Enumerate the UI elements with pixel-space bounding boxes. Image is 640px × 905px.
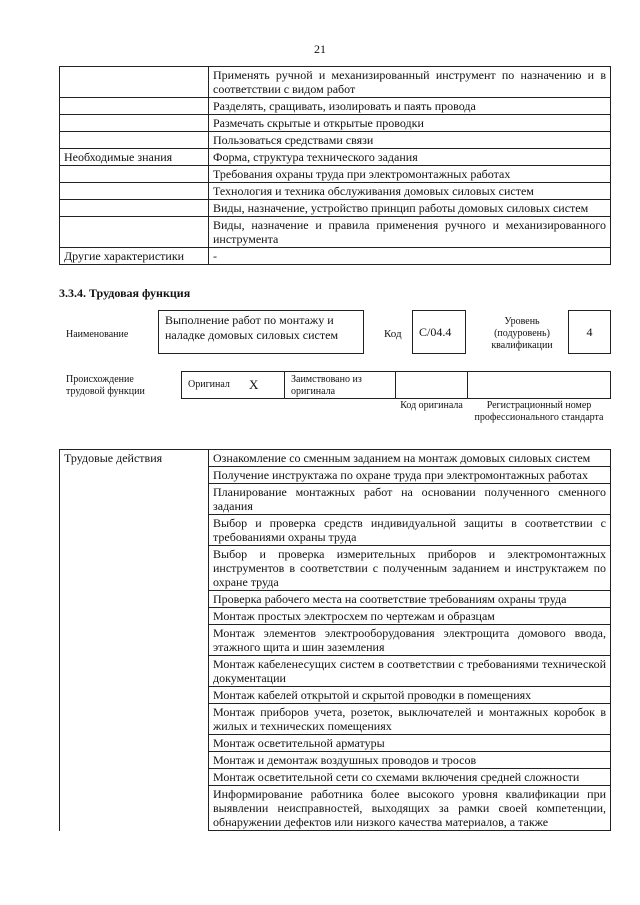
row-description: Требования охраны труда при электромонтажных работах xyxy=(209,166,611,183)
labor-action-item: Планирование монтажных работ на основании полученного сменного задания xyxy=(209,484,611,515)
code-value: С/04.4 xyxy=(412,310,466,354)
row-description: Форма, структура технического задания xyxy=(209,149,611,166)
row-description: Пользоваться средствами связи xyxy=(209,132,611,149)
labor-actions-label: Трудовые действия xyxy=(60,450,209,831)
skills-knowledge-table xyxy=(59,66,611,265)
reg-number-label: Регистрационный номер профессионального стандарта xyxy=(474,400,604,423)
name-label: Наименование xyxy=(66,329,129,340)
row-description: Разделять, сращивать, изолировать и паять провода xyxy=(209,98,611,115)
row-description: Применять ручной и механизированный инструмент по назначению и в соответствии с видом работ xyxy=(209,67,611,98)
row-description: - xyxy=(209,248,611,265)
table-row xyxy=(60,248,611,265)
labor-action-item: Получение инструктажа по охране труда при электромонтажных работах xyxy=(209,467,611,484)
level-label: Уровень (подуровень) квалификации xyxy=(491,316,553,351)
table-row xyxy=(60,217,611,248)
row-category xyxy=(60,183,209,200)
labor-action-item: Информирование работника более высокого уровня квалификации при выявлении неисправностей, выходящих за рамки своей компетенции, обнаружении дефектов или низкого качества материалов, а также xyxy=(209,786,611,831)
labor-action-item: Монтаж приборов учета, розеток, выключателей и монтажных коробок в жилых и технических помещениях xyxy=(209,704,611,735)
labor-action-item: Выбор и проверка измерительных приборов и электромонтажных инструментов в соответствии с полученным заданием и инструктажем по охране труда xyxy=(209,546,611,591)
name-value: Выполнение работ по монтажу и наладке домовых силовых систем xyxy=(158,310,364,354)
table-row xyxy=(60,183,611,200)
table-row xyxy=(60,132,611,149)
labor-action-item: Монтаж осветительной сети со схемами включения средней сложности xyxy=(209,769,611,786)
row-category xyxy=(60,98,209,115)
origin-label: Происхождение трудовой функции xyxy=(66,374,145,397)
table-row xyxy=(60,67,611,98)
table-row xyxy=(60,149,611,166)
labor-action-item: Монтаж простых электросхем по чертежам и образцам xyxy=(209,608,611,625)
row-category xyxy=(60,217,209,248)
table-row xyxy=(60,115,611,132)
row-description: Размечать скрытые и открытые проводки xyxy=(209,115,611,132)
table-row xyxy=(60,98,611,115)
borrowed-label: Заимствовано из оригинала xyxy=(291,374,362,397)
labor-action-item: Монтаж элементов электрооборудования электрощита домового ввода, этажного щита и шин заземления xyxy=(209,625,611,656)
labor-action-item: Выбор и проверка средств индивидуальной защиты в соответствии с требованиями охраны труда xyxy=(209,515,611,546)
row-category: Другие характеристики xyxy=(60,248,209,265)
row-category xyxy=(60,67,209,98)
row-description: Виды, назначение и правила применения ручного и механизированного инструмента xyxy=(209,217,611,248)
row-category: Необходимые знания xyxy=(60,149,209,166)
table-row xyxy=(60,200,611,217)
row-description: Виды, назначение, устройство принцип работы домовых силовых систем xyxy=(209,200,611,217)
labor-action-item: Монтаж осветительной арматуры xyxy=(209,735,611,752)
row-category xyxy=(60,166,209,183)
origin-code-box xyxy=(395,371,468,399)
page-number: 21 xyxy=(314,42,326,56)
origin-code-label: Код оригинала xyxy=(400,400,463,411)
labor-action-item: Ознакомление со сменным заданием на монтаж домовых силовых систем xyxy=(209,450,611,467)
row-category xyxy=(60,200,209,217)
table-row xyxy=(60,166,611,183)
original-label: Оригинал xyxy=(188,379,230,390)
labor-actions-table xyxy=(59,449,611,831)
level-value: 4 xyxy=(568,310,611,354)
labor-action-item: Проверка рабочего места на соответствие требованиям охраны труда xyxy=(209,591,611,608)
row-category xyxy=(60,132,209,149)
labor-action-item: Монтаж кабелей открытой и скрытой проводки в помещениях xyxy=(209,687,611,704)
labor-action-item: Монтаж кабеленесущих систем в соответствии с требованиями технической документации xyxy=(209,656,611,687)
original-box xyxy=(181,371,285,399)
reg-number-box xyxy=(467,371,611,399)
row-description: Технология и техника обслуживания домовых силовых систем xyxy=(209,183,611,200)
labor-action-item: Монтаж и демонтаж воздушных проводов и тросов xyxy=(209,752,611,769)
table-row xyxy=(60,450,611,467)
original-mark: X xyxy=(249,377,259,392)
section-heading: 3.3.4. Трудовая функция xyxy=(59,286,191,300)
borrowed-box xyxy=(284,371,396,399)
code-label: Код xyxy=(384,328,402,340)
row-category xyxy=(60,115,209,132)
